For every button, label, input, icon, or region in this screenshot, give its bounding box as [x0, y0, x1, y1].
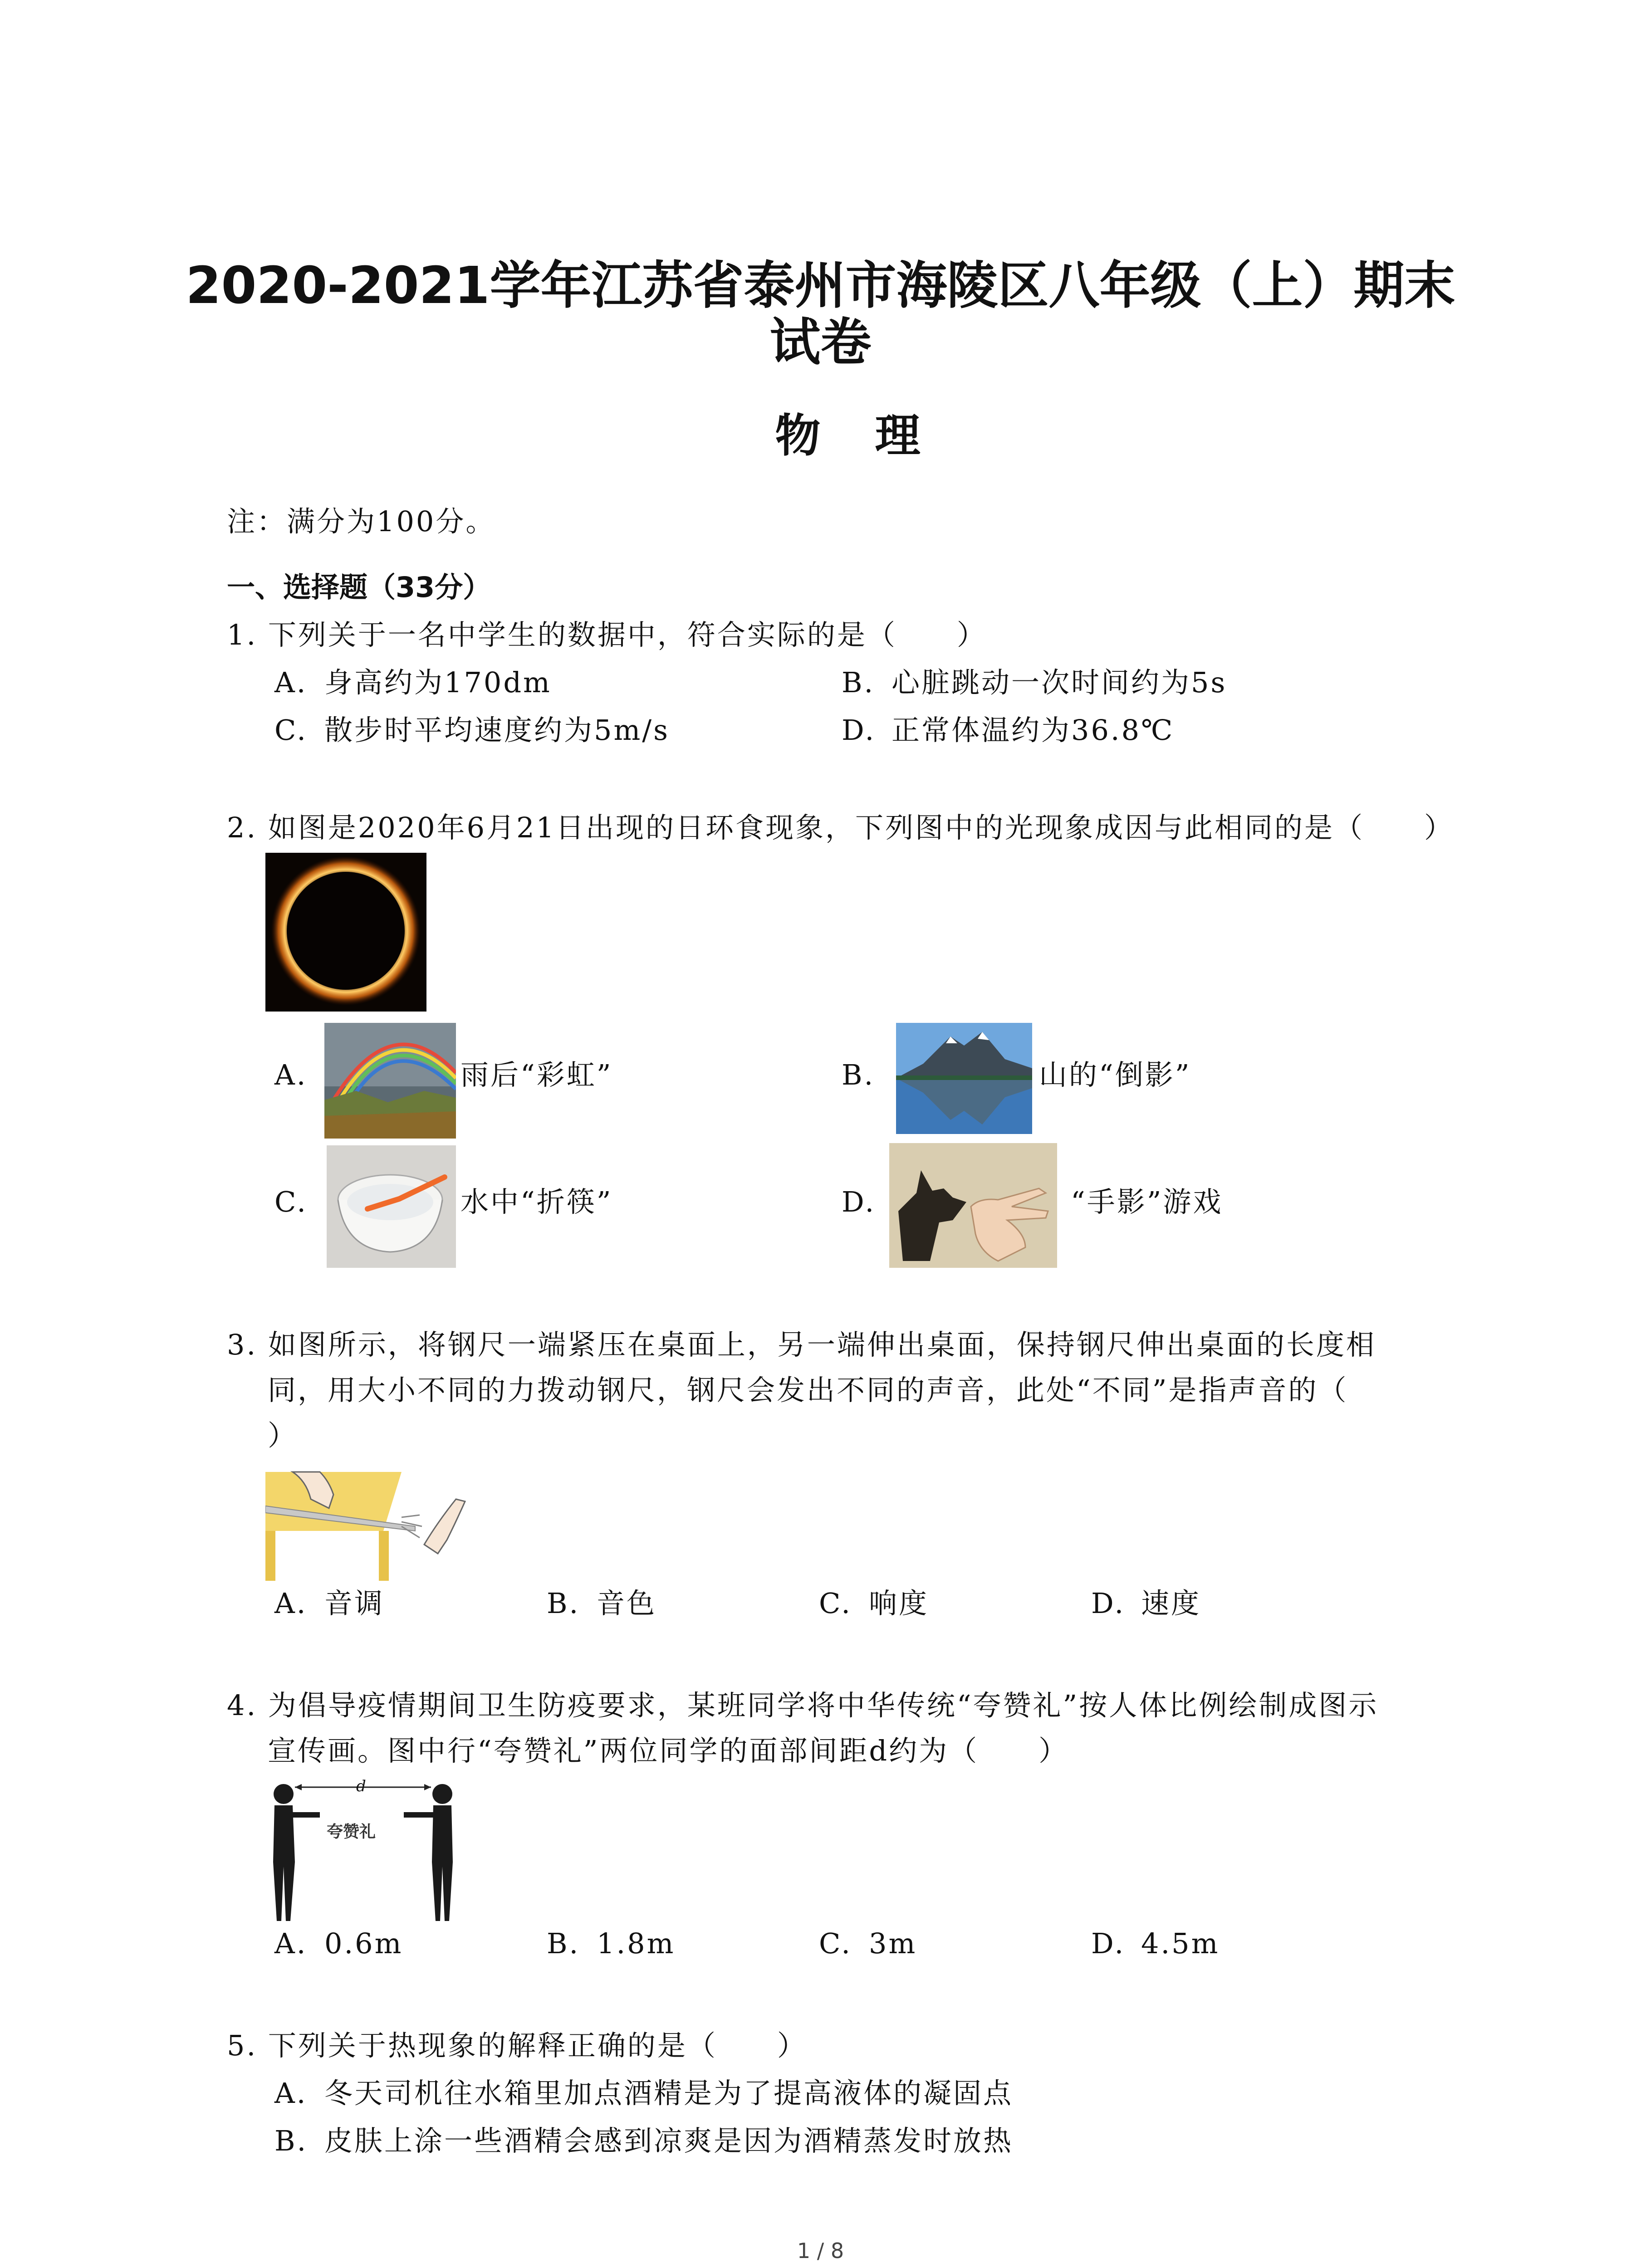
q1-option-a [274, 665, 552, 701]
option-text: 3m [869, 1927, 917, 1960]
distance-d-label: d [356, 1777, 366, 1795]
q2-option-d-key: D. [842, 1185, 876, 1218]
q2-option-c-text: 水中“折筷” [460, 1185, 613, 1218]
q1-option-d [842, 712, 1174, 748]
option-text: 音色 [597, 1587, 657, 1620]
option-key: A. [274, 1927, 308, 1960]
q3-option-c [819, 1585, 929, 1622]
q2-option-a-key: A. [274, 1058, 308, 1091]
option-text: 速度 [1141, 1587, 1201, 1620]
q2-option-d-text: “手影”游戏 [1071, 1185, 1223, 1218]
option-key: B. [274, 2124, 308, 2157]
q2-option-c-key: C. [274, 1185, 308, 1218]
mountain-reflection-photo-icon [896, 1023, 1032, 1134]
q1-option-c [274, 712, 670, 748]
option-key: A. [274, 666, 308, 699]
q4-stem-line2: 宣传画。图中行“夸赞礼”两位同学的面部间距d约为（ ） [268, 1734, 1069, 1767]
q3-option-b [547, 1585, 656, 1622]
option-text: 散步时平均速度约为5m/s [324, 714, 670, 747]
option-key: B. [547, 1587, 580, 1620]
option-text: 1.8m [597, 1927, 676, 1960]
q3-stem-line2: 同，用大小不同的力拨动钢尺，钢尺会发出不同的声音，此处“不同”是指声音的（ [268, 1374, 1348, 1407]
q4-option-a [274, 1926, 403, 1962]
q3-option-d [1091, 1585, 1201, 1622]
bent-chopstick-photo-icon [327, 1145, 456, 1268]
q4-stem-line1: 4. 为倡导疫情期间卫生防疫要求，某班同学将中华传统“夸赞礼”按人体比例绘制成图示 [227, 1689, 1379, 1722]
q3-stem-line1: 3. 如图所示，将钢尺一端紧压在桌面上，另一端伸出桌面，保持钢尺伸出桌面的长度相 [227, 1328, 1376, 1361]
q3-option-a [274, 1585, 384, 1622]
option-key: B. [842, 666, 875, 699]
page-number: 1 / 8 [797, 2239, 844, 2263]
option-text: 冬天司机往水箱里加点酒精是为了提高液体的凝固点 [324, 2077, 1014, 2110]
option-text: 0.6m [324, 1927, 403, 1960]
q5-option-a [274, 2075, 1013, 2112]
praise-salute-figure [268, 1776, 458, 1926]
exam-title-line2: 试卷 [769, 313, 872, 372]
option-key: B. [547, 1927, 580, 1960]
option-key: C. [274, 714, 308, 747]
option-key: D. [1091, 1927, 1126, 1960]
q4-option-b [547, 1926, 675, 1962]
option-text: 响度 [869, 1587, 929, 1620]
option-key: C. [819, 1587, 852, 1620]
q5-option-b [274, 2123, 1013, 2159]
steel-ruler-figure [265, 1463, 488, 1581]
hand-shadow-photo-icon [889, 1143, 1057, 1268]
exam-title-line1: 2020-2021学年江苏省泰州市海陵区八年级（上）期末 [186, 256, 1455, 315]
annular-eclipse-image [265, 853, 426, 1012]
option-key: D. [842, 714, 876, 747]
q5-stem: 5. 下列关于热现象的解释正确的是（ ） [227, 2029, 807, 2062]
option-text: 音调 [324, 1587, 385, 1620]
q2-option-b-text: 山的“倒影” [1039, 1058, 1191, 1091]
option-text: 身高约为170dm [324, 666, 552, 699]
q3-stem-line3: ） [268, 1419, 298, 1452]
praise-salute-label: 夸赞礼 [327, 1823, 376, 1841]
q4-option-c [819, 1926, 917, 1962]
q1-stem: 1. 下列关于一名中学生的数据中，符合实际的是（ ） [227, 618, 987, 651]
option-key: A. [274, 2077, 308, 2110]
q2-stem: 2. 如图是2020年6月21日出现的日环食现象，下列图中的光现象成因与此相同的是（ ） [227, 811, 1454, 844]
option-key: D. [1091, 1587, 1126, 1620]
option-text: 4.5m [1141, 1927, 1220, 1960]
option-text: 皮肤上涂一些酒精会感到凉爽是因为酒精蒸发时放热 [324, 2124, 1014, 2157]
option-text: 正常体温约为36.8℃ [892, 714, 1175, 747]
q2-option-b-key: B. [842, 1058, 875, 1091]
score-note: 注：满分为100分。 [227, 505, 496, 538]
option-key: A. [274, 1587, 308, 1620]
option-key: C. [819, 1927, 852, 1960]
q4-option-d [1091, 1926, 1220, 1962]
rainbow-photo-icon [324, 1023, 456, 1139]
subject-title: 物理 [775, 409, 975, 462]
option-text: 心脏跳动一次时间约为5s [892, 666, 1227, 699]
q1-option-b [842, 665, 1227, 701]
section-heading-choice: 一、选择题（33分） [227, 571, 491, 604]
q2-option-a-text: 雨后“彩虹” [460, 1058, 613, 1091]
